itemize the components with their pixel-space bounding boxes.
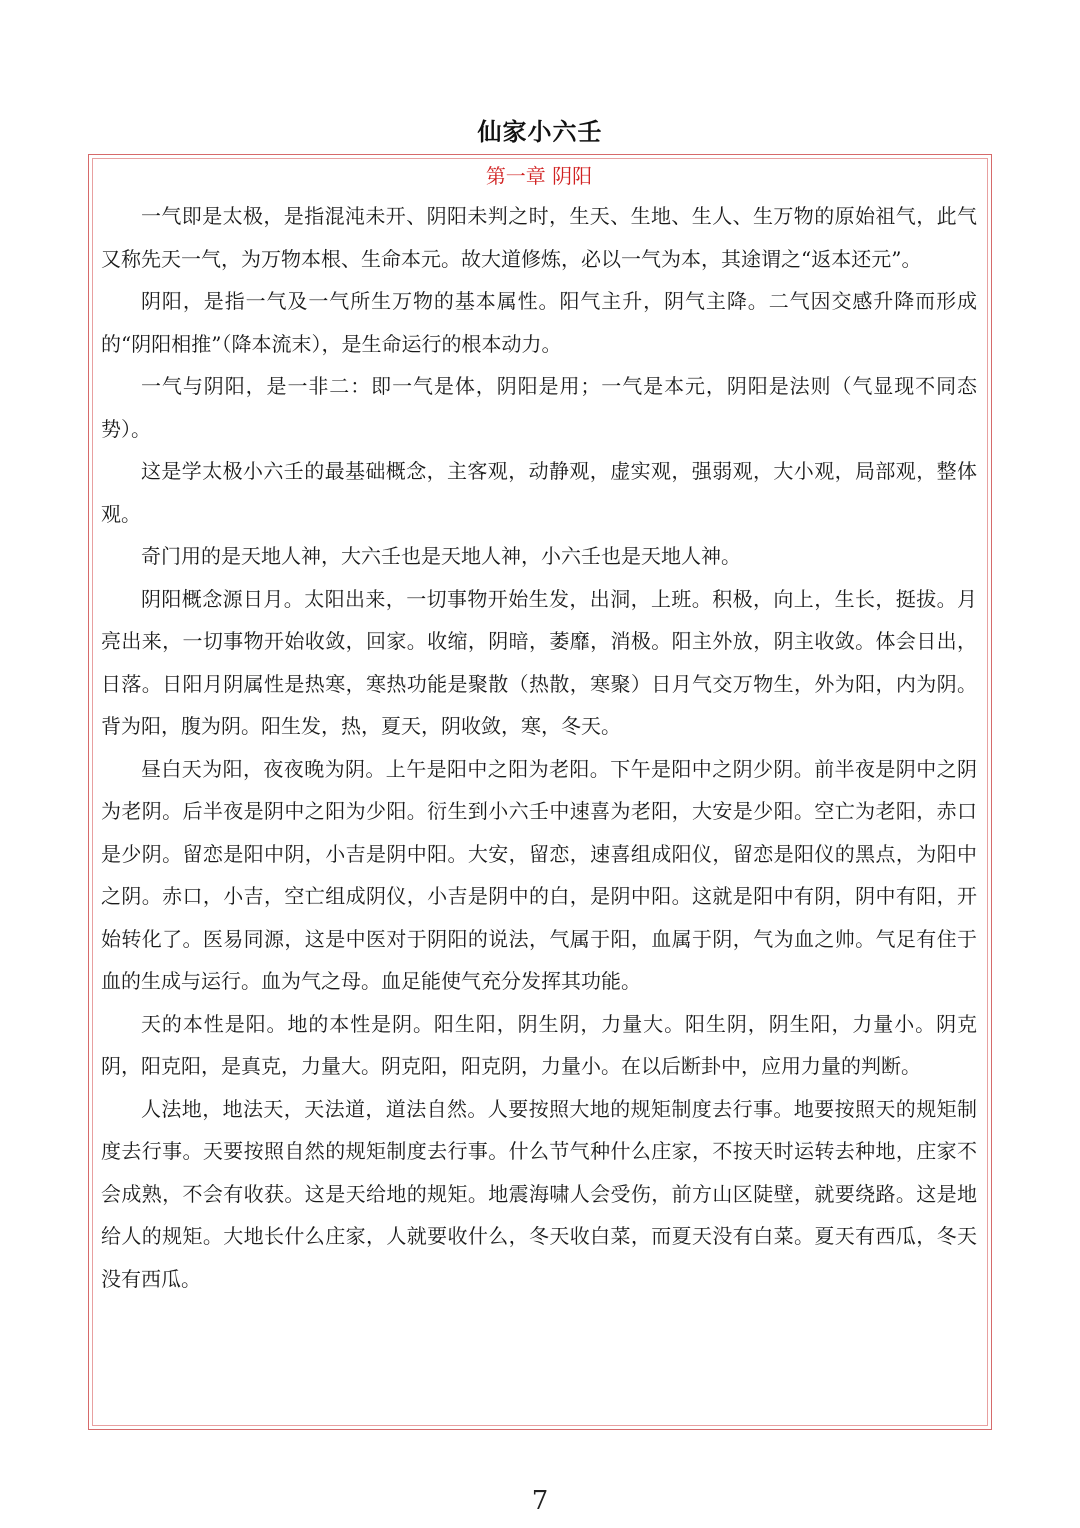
paragraph: 人法地，地法天，天法道，道法自然。人要按照大地的规矩制度去行事。地要按照天的规矩制度去行事。天要按照自然的规矩制度去行事。什么节气种什么庄家，不按天时运转去种地，庄家不会成熟，不会有收获。这是天给地的规矩。地震海啸人会受伤，前方山区陡壁，就要绕路。这是地给人的规矩。大地长什么庄家，人就要收什么，冬天收白菜，而夏天没有白菜。夏天有西瓜，冬天没有西瓜。 [101,1096,977,1291]
page-title: 仙家小六壬 [477,118,603,146]
paragraph: 一气与阴阳，是一非二：即一气是体，阴阳是用；一气是本元，阴阳是法则（气显现不同态势）。 [101,374,977,441]
paragraph: 阴阳概念源日月。太阳出来，一切事物开始生发，出洞，上班。积极，向上，生长，挺拔。月亮出来，一切事物开始收敛，回家。收缩，阴暗，萎靡，消极。阳主外放，阴主收敛。体会日出，日落。日阳月阴属性是热寒，寒热功能是聚散（热散，寒聚）日月气交万物生，外为阳，内为阴。背为阳，腹为阴。阳生发，热，夏天，阴收敛，寒，冬天。 [101,586,977,738]
chapter-heading: 第一章 阴阳 [485,164,593,188]
paragraph: 昼白天为阳，夜夜晚为阴。上午是阳中之阳为老阳。下午是阳中之阴少阴。前半夜是阴中之阴为老阴。后半夜是阴中之阳为少阳。衍生到小六壬中速喜为老阳，大安是少阳。空亡为老阳，赤口是少阴。留恋是阳中阴，小吉是阴中阳。大安，留恋，速喜组成阳仪，留恋是阳仪的黑点，为阳中之阴。赤口，小吉，空亡组成阴仪，小吉是阴中的白，是阴中阳。这就是阳中有阴，阴中有阳，开始转化了。医易同源，这是中医对于阴阳的说法，气属于阳，血属于阴，气为血之帅。气足有住于血的生成与运行。血为气之母。血足能使气充分发挥其功能。 [101,756,977,993]
paragraph: 天的本性是阳。地的本性是阴。阳生阳，阴生阴，力量大。阳生阴，阴生阳，力量小。阴克阴，阳克阳，是真克，力量大。阴克阳，阳克阴，力量小。在以后断卦中，应用力量的判断。 [101,1011,977,1078]
paragraph: 这是学太极小六壬的最基础概念，主客观，动静观，虚实观，强弱观，大小观，局部观，整体观。 [101,459,977,526]
paragraph: 奇门用的是天地人神，大六壬也是天地人神，小六壬也是天地人神。 [141,544,741,568]
content-frame [92,158,988,1426]
page-number: 7 [531,1486,549,1516]
paragraph: 一气即是太极，是指混沌未开、阴阳未判之时，生天、生地、生人、生万物的原始祖气，此气又称先天一气，为万物本根、生命本元。故大道修炼，必以一气为本，其途谓之“返本还元”。 [101,204,977,271]
paragraph: 阴阳，是指一气及一气所生万物的基本属性。阳气主升，阴气主降。二气因交感升降而形成的“阴阳相推”（降本流末），是生命运行的根本动力。 [101,289,977,356]
